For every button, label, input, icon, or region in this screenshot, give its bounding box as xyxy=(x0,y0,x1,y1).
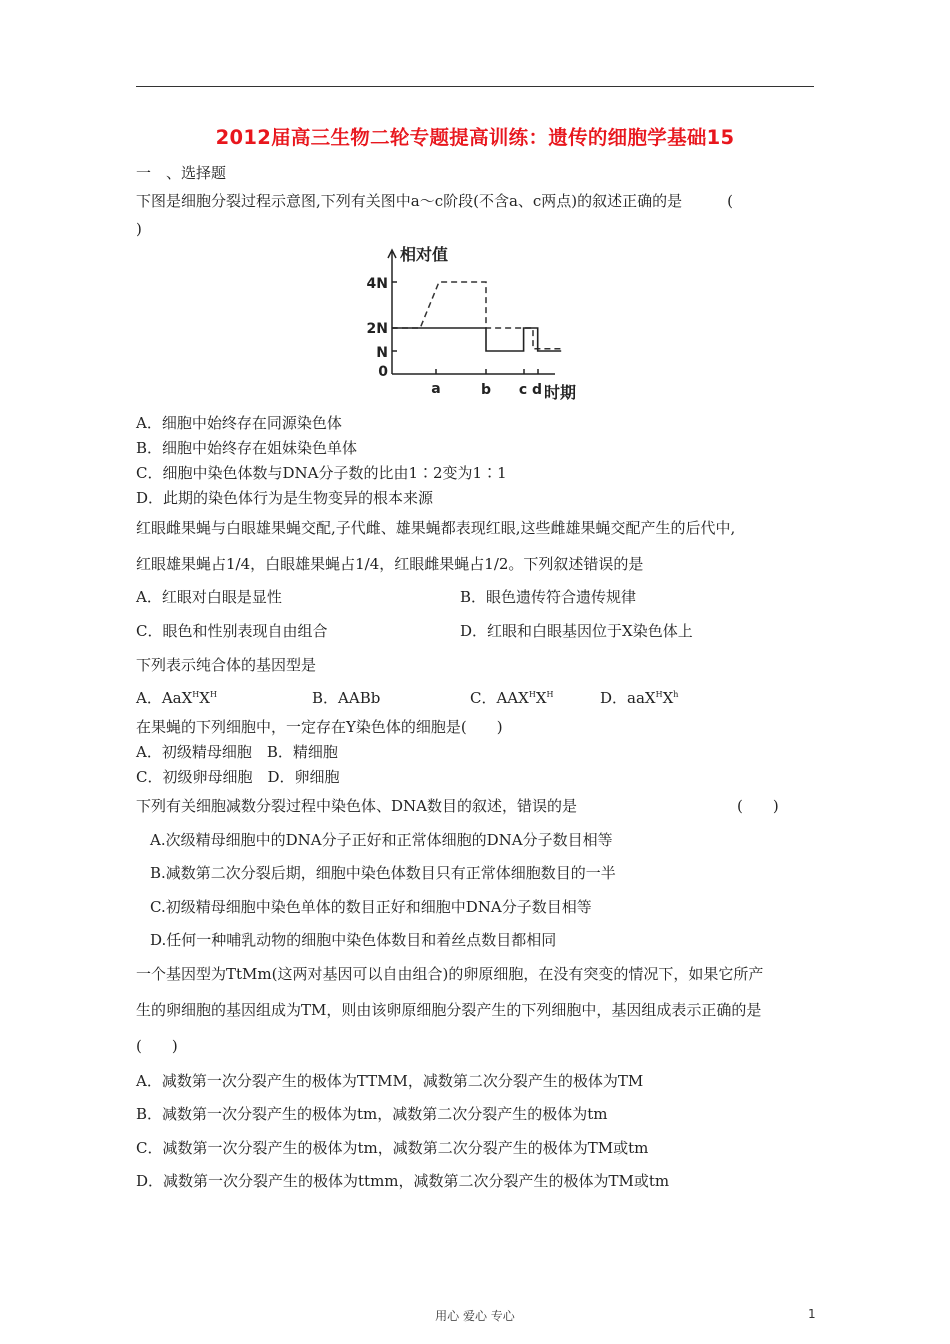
document-title: 2012届高三生物二轮专题提高训练：遗传的细胞学基础15 xyxy=(215,126,735,149)
chart-series-dashed xyxy=(392,282,561,349)
q5-stem: 下列有关细胞减数分裂过程中染色体、DNA数目的叙述，错误的是 xyxy=(136,797,577,815)
page-footer: 用心 爱心 专心 xyxy=(435,1309,515,1323)
q6-option-b: B．减数第一次分裂产生的极体为tm，减数第二次分裂产生的极体为tm xyxy=(136,1105,608,1123)
q3-stem: 下列表示纯合体的基因型是 xyxy=(136,656,317,674)
q2-stem-line1: 红眼雌果蝇与白眼雄果蝇交配,子代雌、雄果蝇都表现红眼,这些雌雄果蝇交配产生的后代中, xyxy=(136,519,736,537)
q6-option-d: D．减数第一次分裂产生的极体为ttmm，减数第二次分裂产生的极体为TM或tm xyxy=(136,1172,670,1190)
q5-option-c: C.初级精母细胞中染色单体的数目正好和细胞中DNA分子数目相等 xyxy=(150,898,592,916)
q1-option-a: A．细胞中始终存在同源染色体 xyxy=(136,414,342,432)
q5-option-b: B.减数第二次分裂后期，细胞中染色体数目只有正常体细胞数目的一半 xyxy=(150,864,616,882)
q2-option-b: B．眼色遗传符合遗传规律 xyxy=(460,588,637,606)
section-heading: 一 、选择题 xyxy=(136,164,227,182)
y-tick-4n: 4N xyxy=(366,276,388,292)
q4-options-row2: C．初级卵母细胞 D．卵细胞 xyxy=(136,768,340,786)
page-number: 1 xyxy=(808,1307,816,1321)
q2-stem-line2: 红眼雄果蝇占1/4，白眼雄果蝇占1/4，红眼雌果蝇占1/2。下列叙述错误的是 xyxy=(136,555,644,573)
q4-stem: 在果蝇的下列细胞中，一定存在Y染色体的细胞是( ) xyxy=(136,718,503,736)
x-tick-c: c xyxy=(518,382,528,398)
q5-option-a: A.次级精母细胞中的DNA分子正好和正常体细胞的DNA分子数目相等 xyxy=(150,831,613,849)
chart-series-solid xyxy=(392,328,561,351)
chart-xlabel: 时期 xyxy=(544,383,577,402)
q2-option-d: D．红眼和白眼基因位于X染色体上 xyxy=(460,622,693,640)
y-tick-n: N xyxy=(376,345,388,361)
x-tick-d: d xyxy=(531,382,543,398)
q2-option-a: A．红眼对白眼是显性 xyxy=(136,588,282,606)
q3-option-b: B．AABb xyxy=(312,689,381,707)
q6-stem-line1: 一个基因型为TtMm(这两对基因可以自由组合)的卵原细胞，在没有突变的情况下，如果它所产 xyxy=(136,965,764,983)
y-tick-2n: 2N xyxy=(366,321,388,337)
y-tick-0: 0 xyxy=(378,364,388,380)
q5-answer-paren: ( ) xyxy=(737,797,779,815)
q1-stem: 下图是细胞分裂过程示意图,下列有关图中a～c阶段(不含a、c两点)的叙述正确的是 ( xyxy=(136,192,734,210)
q6-option-c: C．减数第一次分裂产生的极体为tm，减数第二次分裂产生的极体为TM或tm xyxy=(136,1139,649,1157)
q6-option-a: A．减数第一次分裂产生的极体为TTMM，减数第二次分裂产生的极体为TM xyxy=(136,1072,644,1090)
x-tick-b: b xyxy=(480,382,492,398)
q1-option-b: B．细胞中始终存在姐妹染色单体 xyxy=(136,439,358,457)
chart-ylabel: 相对值 xyxy=(400,245,449,264)
q2-option-c: C．眼色和性别表现自由组合 xyxy=(136,622,328,640)
q5-option-d: D.任何一种哺乳动物的细胞中染色体数目和着丝点数目都相同 xyxy=(150,931,557,949)
q3-option-d: D．$aaX^HX^h$ xyxy=(600,689,679,707)
q3-option-c: C．$AAX^HX^H$ xyxy=(470,689,554,707)
q6-stem-line3: ( ) xyxy=(136,1037,178,1055)
q6-stem-line2: 生的卵细胞的基因组成为TM，则由该卵原细胞分裂产生的下列细胞中，基因组成表示正确的是 xyxy=(136,1001,762,1019)
q4-options-row1: A．初级精母细胞 B．精细胞 xyxy=(136,743,338,761)
q1-option-c: C．细胞中染色体数与DNA分子数的比由1∶2变为1∶1 xyxy=(136,464,507,482)
cell-division-chart xyxy=(340,238,600,410)
q3-option-a: A．$AaX^HX^H$ xyxy=(136,689,217,707)
x-tick-a: a xyxy=(431,381,441,397)
q1-option-d: D．此期的染色体行为是生物变异的根本来源 xyxy=(136,489,434,507)
header-rule xyxy=(136,86,814,87)
q1-stem-close: ) xyxy=(136,220,142,238)
